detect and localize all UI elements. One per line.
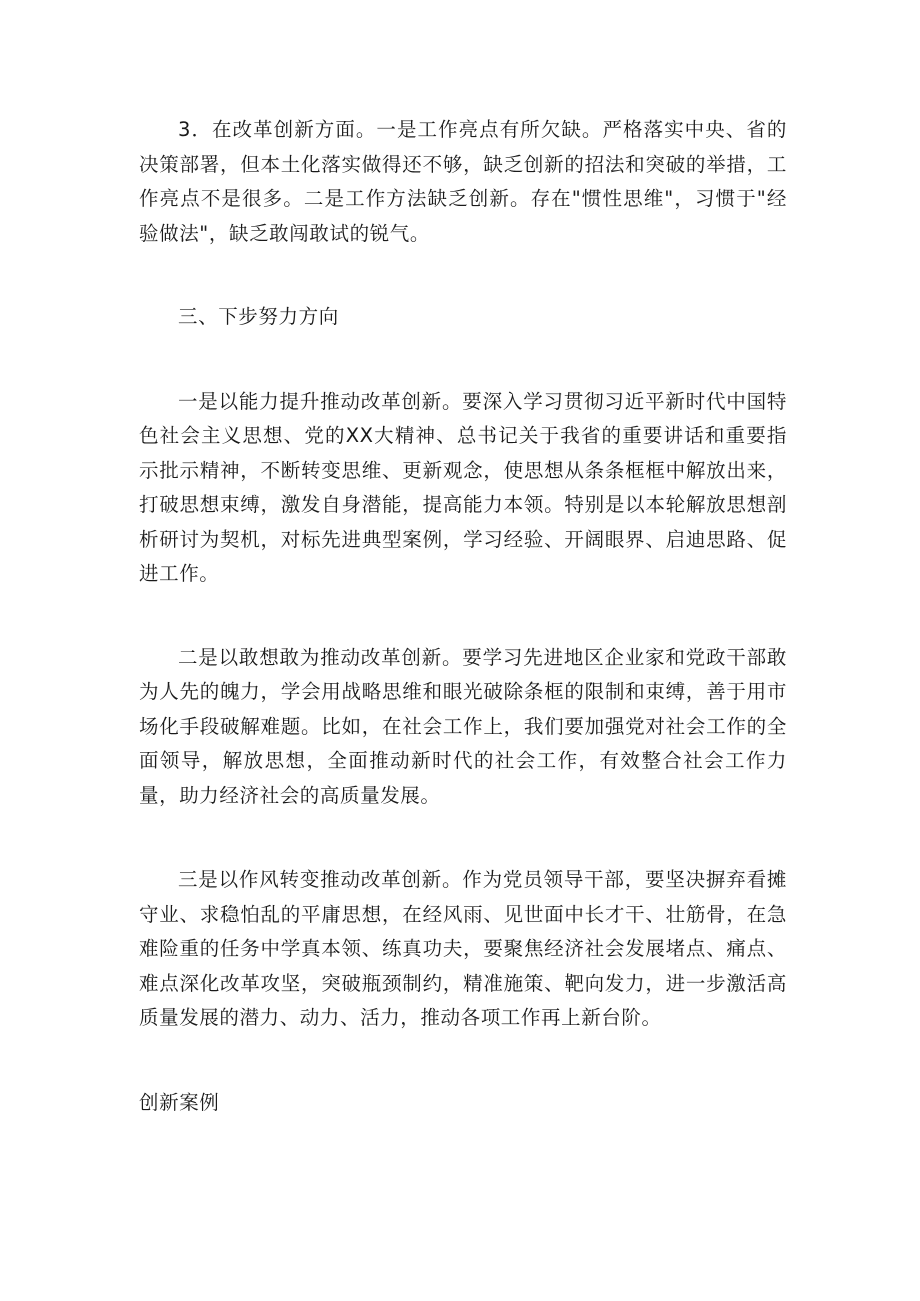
paragraph-reform-innovation: 3．在改革创新方面。一是工作亮点有所欠缺。严格落实中央、省的决策部署，但本土化落实做得还不够，缺乏创新的招法和突破的举措，工作亮点不是很多。二是工作方法缺乏创新。存在"惯性思维"，习惯于"经验做法"，缺乏敢闯敢试的锐气。: [139, 118, 787, 245]
paragraph-ability: 一是以能力提升推动改革创新。要深入学习贯彻习近平新时代中国特色社会主义思想、党的XX大精神、总书记关于我省的重要讲话和重要指示批示精神，不断转变思维、更新观念，使思想从条条框框中解放出来，打破思想束缚，激发自身潜能，提高能力本领。特别是以本轮解放思想剖析研讨为契机，对标先进典型案例，学习经验、开阔眼界、启迪思路、促进工作。: [139, 389, 787, 585]
document-body: [139, 113, 787, 1120]
paragraph-courage: 二是以敢想敢为推动改革创新。要学习先进地区企业家和党政干部敢为人先的魄力，学会用战略思维和眼光破除条框的限制和束缚，善于用市场化手段破解难题。比如，在社会工作上，我们要加强党对社会工作的全面领导，解放思想，全面推动新时代的社会工作，有效整合社会工作力量，助力经济社会的高质量发展。: [139, 645, 787, 807]
footer-label: 创新案例: [139, 1090, 220, 1114]
paragraph-spacer: [139, 1036, 787, 1086]
section-heading: 三、下步努力方向: [178, 305, 339, 328]
paragraph-spacer: [139, 251, 787, 300]
paragraph-style: 三是以作风转变推动改革创新。作为党员领导干部，要坚决摒弃看摊守业、求稳怕乱的平庸思想，在经风雨、见世面中长才干、壮筋骨，在急难险重的任务中学真本领、练真功夫，要聚焦经济社会发展堵点、痛点、难点深化改革攻坚，突破瓶颈制约，精准施策、靶向发力，进一步激活高质量发展的潜力、动力、活力，推动各项工作再上新台阶。: [139, 868, 787, 1029]
paragraph-spacer: [139, 335, 787, 385]
paragraph-spacer: [139, 813, 787, 863]
paragraph-spacer: [139, 592, 787, 641]
